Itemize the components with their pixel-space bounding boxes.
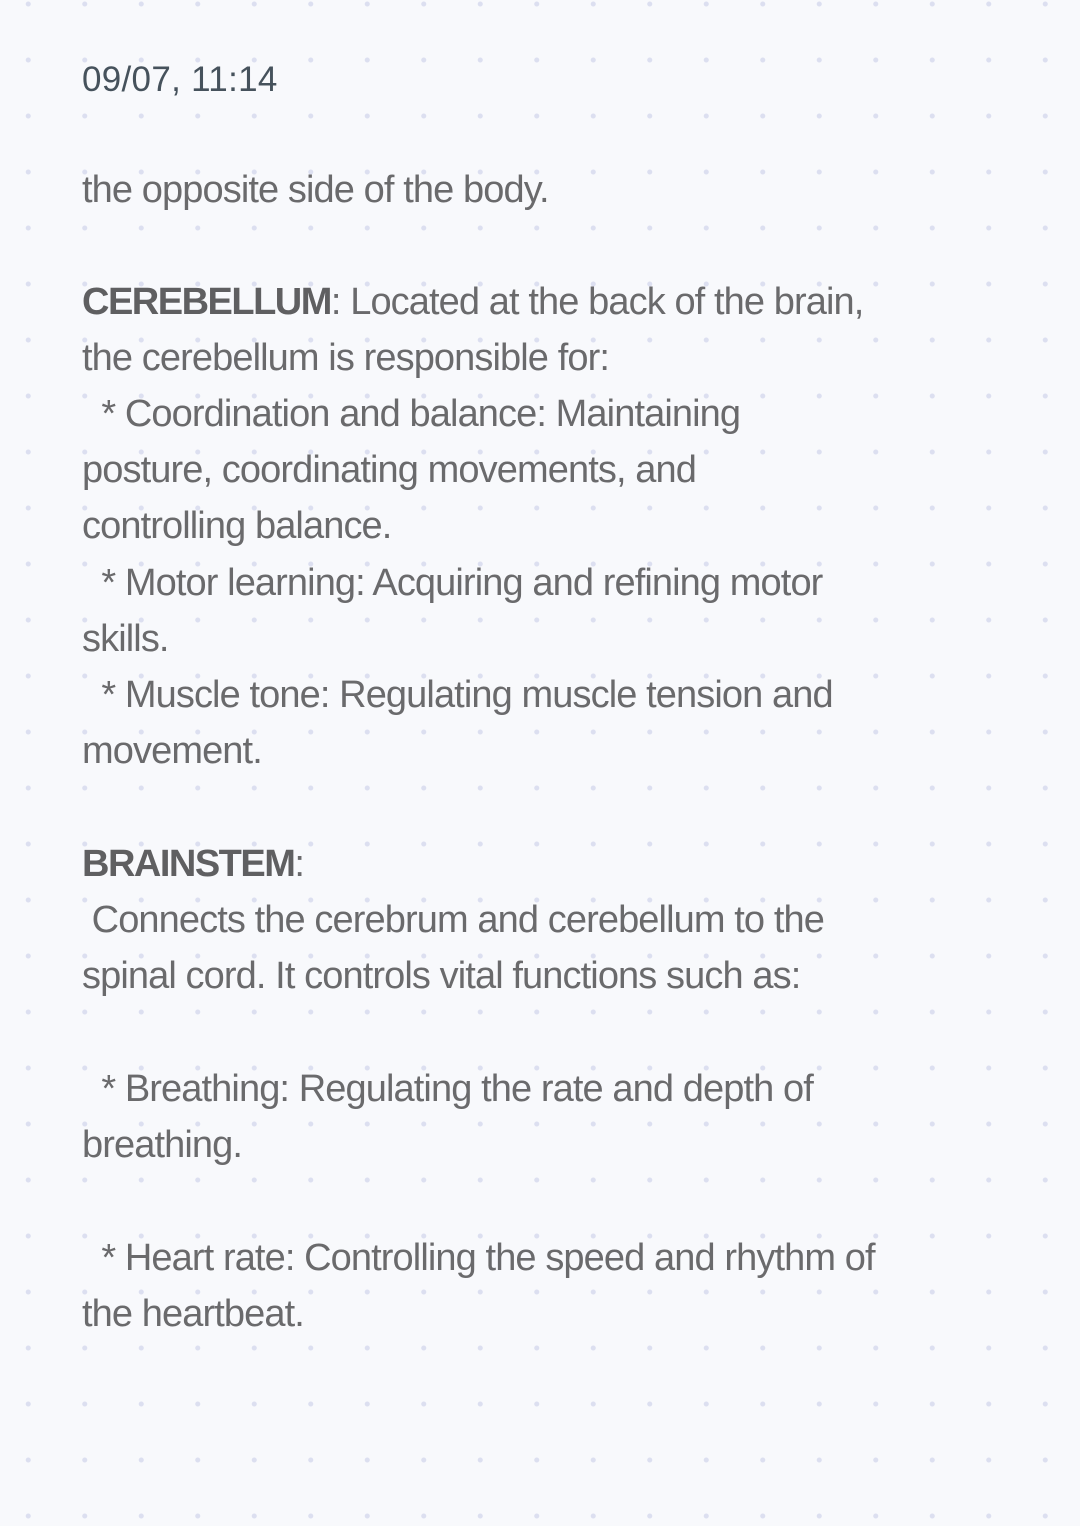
- line-text: : Located at the back of the brain,: [330, 281, 864, 323]
- note-line: [82, 1286, 304, 1342]
- note-line: [82, 386, 740, 442]
- line-text: * Motor learning: Acquiring and refining motor: [82, 562, 823, 604]
- line-text: Connects the cerebrum and cerebellum to the: [82, 899, 824, 941]
- line-text: breathing.: [82, 1124, 243, 1166]
- line-text: the cerebellum is responsible for:: [82, 337, 610, 379]
- note-line: [82, 1117, 242, 1173]
- note-line: [82, 836, 304, 892]
- note-line: [82, 1061, 813, 1117]
- line-text: the heartbeat.: [82, 1293, 304, 1335]
- line-text: posture, coordinating movements, and: [82, 449, 696, 491]
- note-line: [82, 555, 822, 611]
- note-line: [82, 1230, 875, 1286]
- line-text: controlling balance.: [82, 505, 392, 547]
- line-text: movement.: [82, 730, 262, 772]
- note-line: [82, 892, 824, 948]
- note-line: [82, 611, 169, 667]
- note-line: [82, 162, 549, 218]
- note-timestamp: 09/07, 11:14: [82, 60, 278, 99]
- note-line: [82, 948, 800, 1004]
- note-line: [82, 442, 696, 498]
- line-text: * Muscle tone: Regulating muscle tension and: [82, 674, 833, 716]
- section-heading-brainstem: BRAINSTEM: [82, 843, 295, 885]
- note-line: [82, 274, 863, 330]
- line-text: * Coordination and balance: Maintaining: [82, 393, 741, 435]
- line-text: the opposite side of the body.: [82, 169, 549, 211]
- line-text: :: [294, 843, 305, 885]
- line-text: * Heart rate: Controlling the speed and rhythm of: [82, 1237, 875, 1279]
- note-line: [82, 723, 262, 779]
- line-text: skills.: [82, 618, 169, 660]
- section-heading-cerebellum: CEREBELLUM: [82, 281, 331, 323]
- line-text: * Breathing: Regulating the rate and depth of: [82, 1068, 813, 1110]
- note-line: [82, 498, 391, 554]
- note-line: [82, 667, 833, 723]
- line-text: spinal cord. It controls vital functions such as:: [82, 955, 801, 997]
- note-line: [82, 330, 609, 386]
